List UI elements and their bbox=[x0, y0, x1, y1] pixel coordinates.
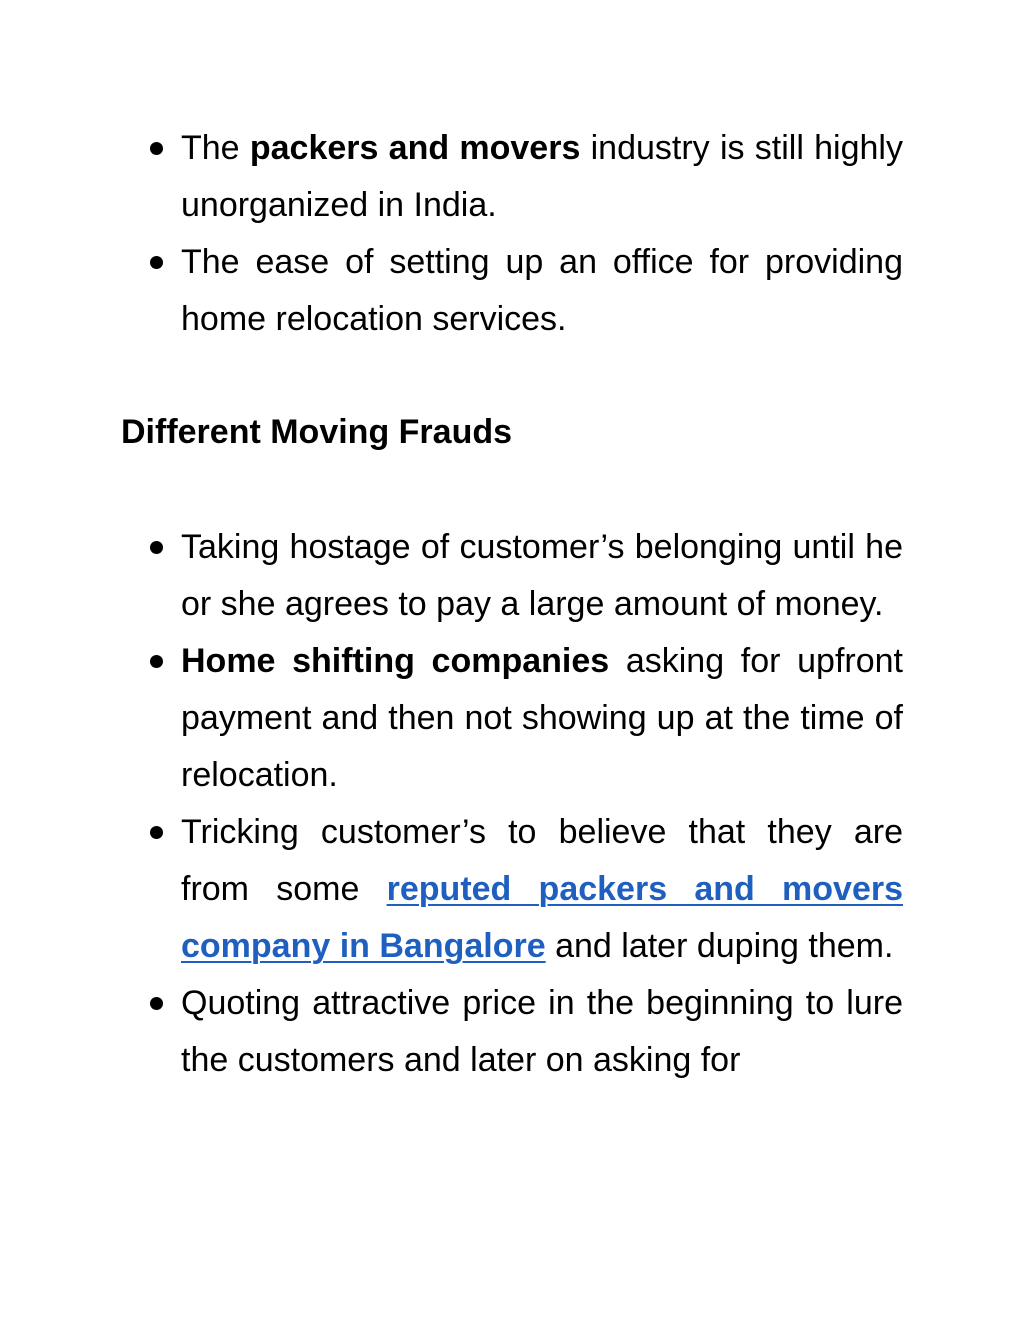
list-item bbox=[140, 120, 903, 234]
bullet-icon bbox=[150, 541, 163, 554]
bullet-icon bbox=[150, 256, 163, 269]
item-text: The ease of setting up an office for providing home relocation services. bbox=[181, 243, 903, 338]
bold-phrase: packers and movers bbox=[249, 129, 581, 167]
bullet-icon bbox=[150, 142, 163, 155]
item-text: Quoting attractive price in the beginning to lure the customers and later on asking for bbox=[181, 984, 903, 1079]
bullet-icon bbox=[150, 997, 163, 1010]
fraud-bullet-list bbox=[140, 519, 903, 1089]
list-item bbox=[140, 519, 903, 633]
bullet-icon bbox=[150, 826, 163, 839]
list-item bbox=[140, 633, 903, 804]
item-prefix: The bbox=[181, 129, 250, 167]
bullet-icon bbox=[150, 655, 163, 668]
bold-phrase: Home shifting companies bbox=[181, 642, 610, 680]
intro-bullet-list bbox=[140, 120, 903, 348]
item-suffix: and later duping them. bbox=[545, 927, 894, 965]
list-item bbox=[140, 804, 903, 975]
section-heading: Different Moving Frauds bbox=[121, 413, 513, 451]
bangalore-movers-link[interactable]: reputed packers and movers company in Bangalore bbox=[181, 870, 903, 965]
item-text: industry is still highly unorganized in India. bbox=[181, 129, 903, 224]
list-item bbox=[140, 975, 903, 1089]
list-item bbox=[140, 234, 903, 348]
item-prefix: Tricking customer’s to believe that they are from some bbox=[181, 813, 903, 908]
item-text: asking for upfront payment and then not showing up at the time of relocation. bbox=[181, 642, 903, 794]
item-text: Taking hostage of customer’s belonging until he or she agrees to pay a large amount of money. bbox=[181, 528, 903, 623]
